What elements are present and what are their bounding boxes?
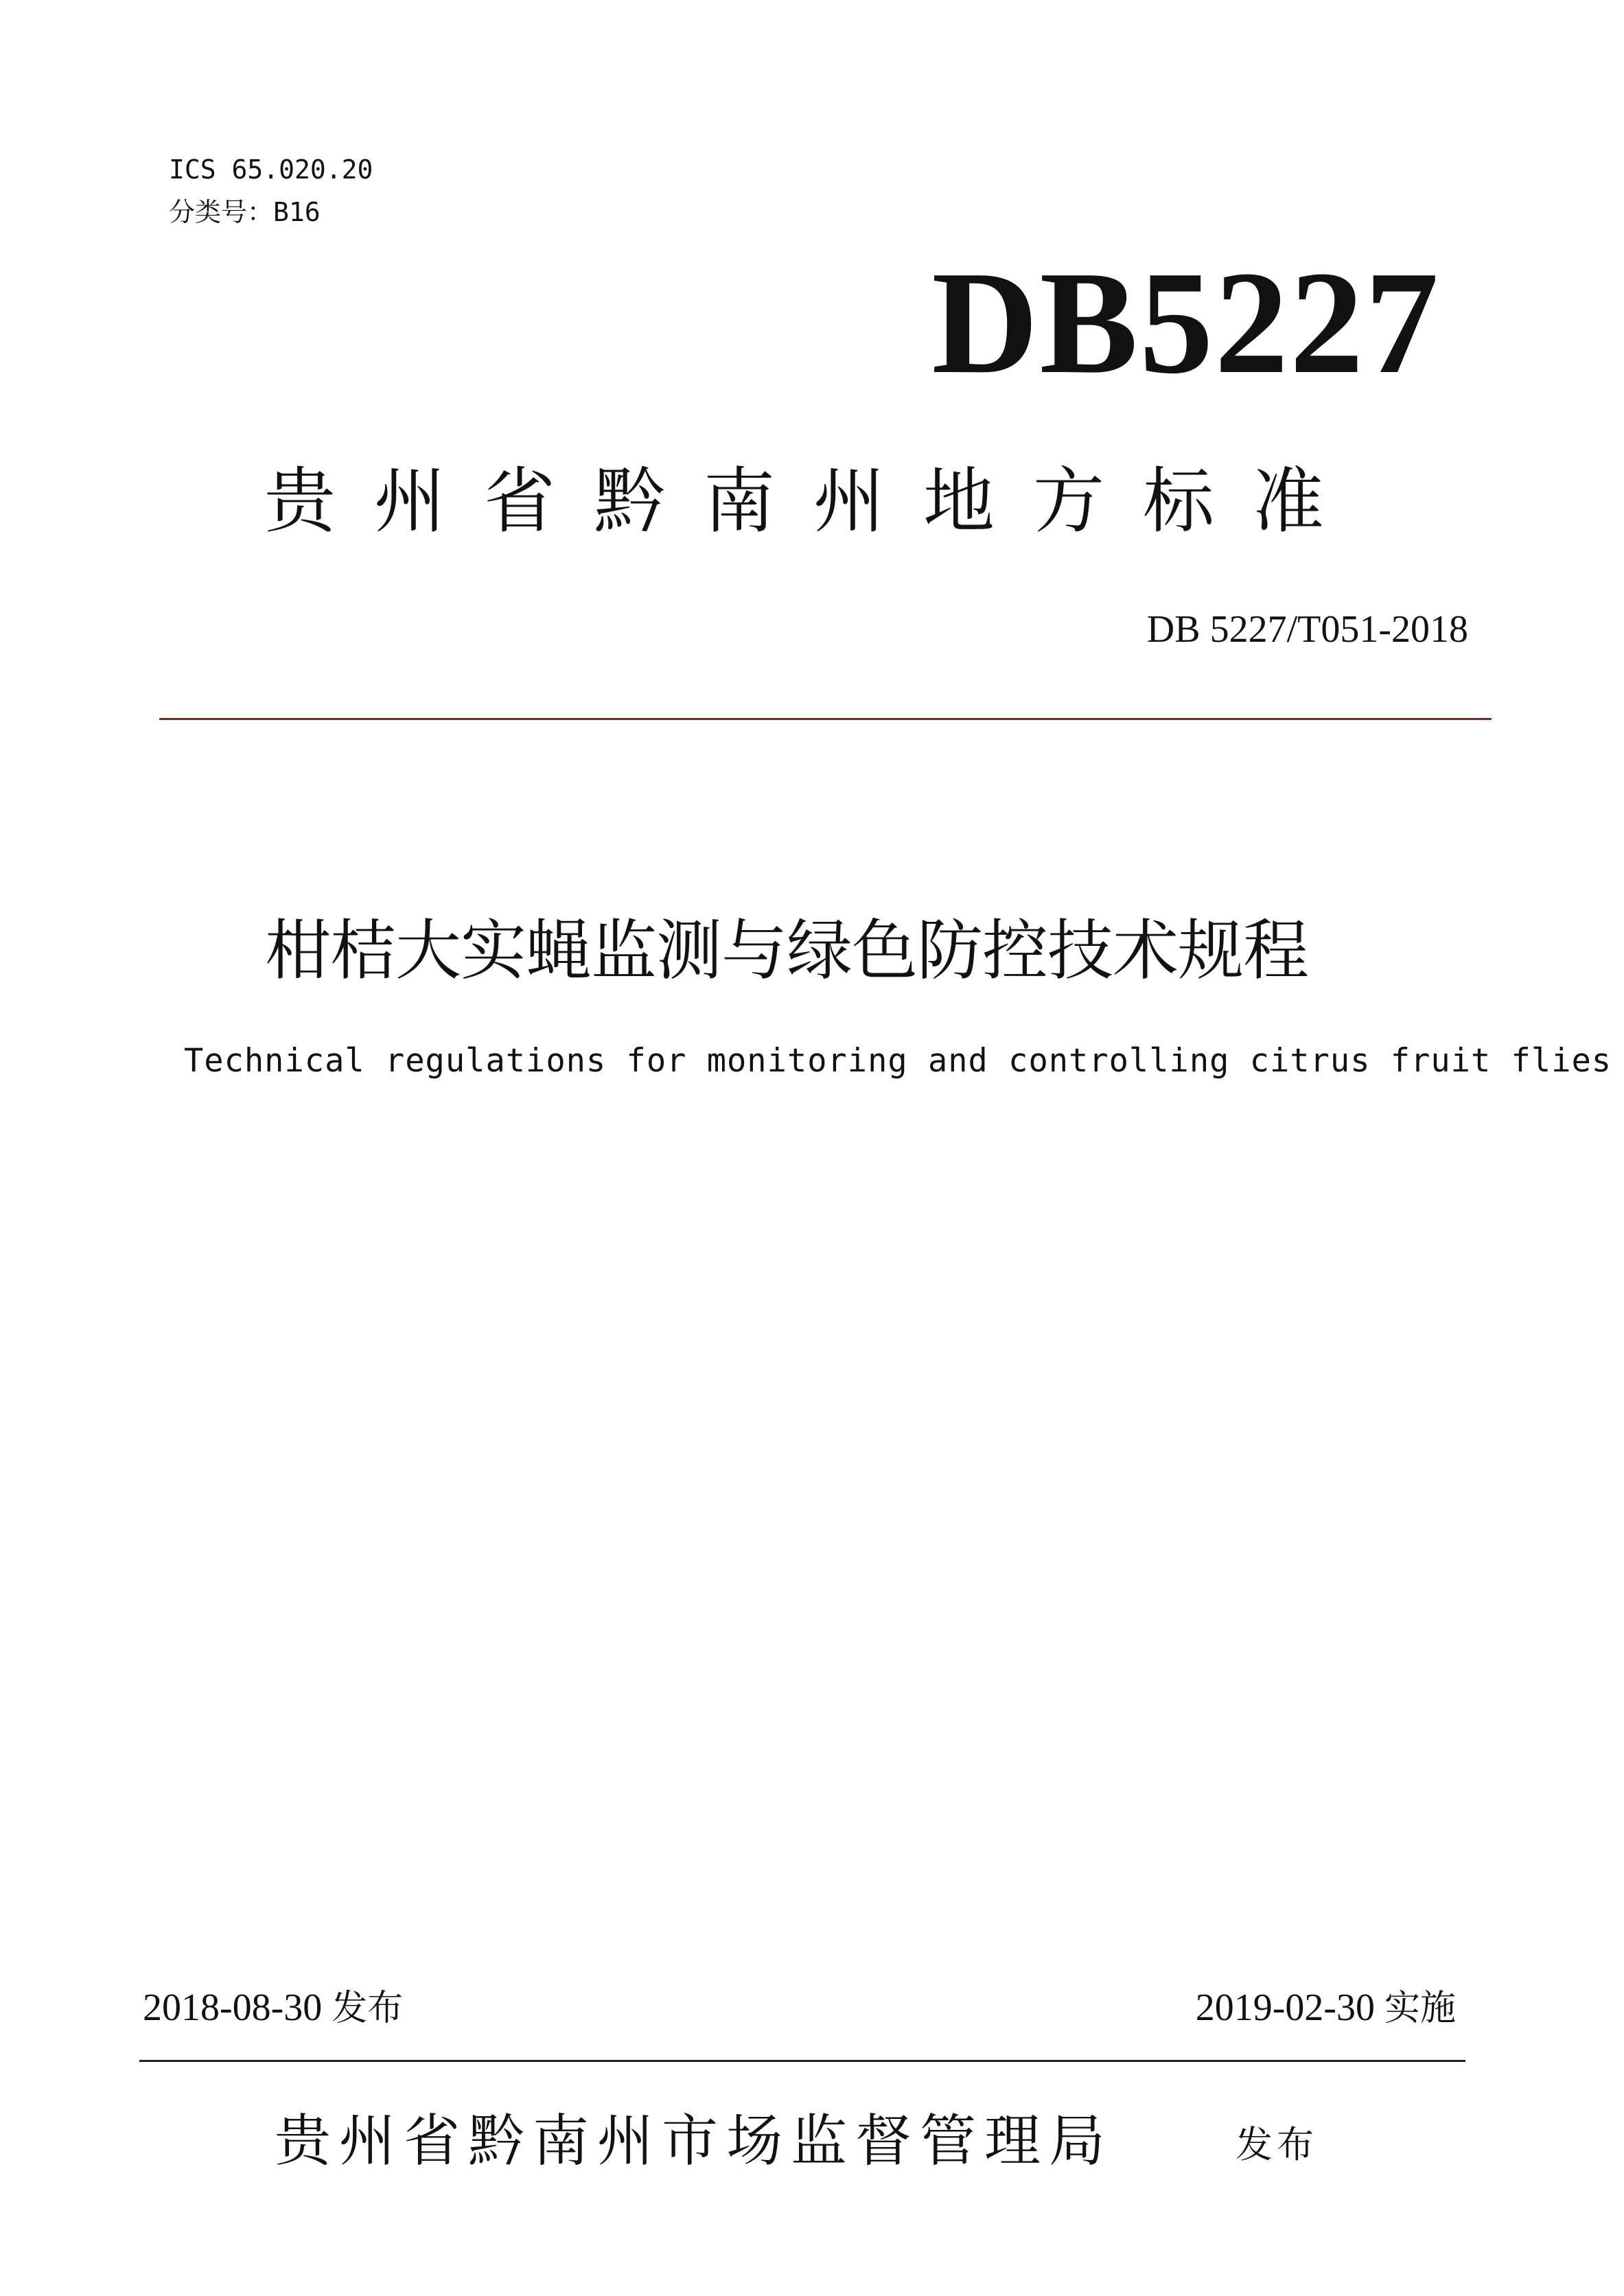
ics-code: ICS 65.020.20	[169, 154, 373, 185]
document-title: 柑桔大实蝇监测与绿色防控技术规程	[265, 912, 1308, 989]
standard-type-title: 贵州省黔南州地方标准	[264, 459, 1363, 543]
implement-label: 实施	[1384, 1988, 1456, 2029]
standard-number: DB 5227/T051-2018	[1146, 608, 1468, 651]
issuing-authority: 贵州省黔南州市场监督管理局	[275, 2109, 1114, 2174]
publish-date	[143, 1984, 403, 2032]
implement-date-value: 2019-02-30	[1195, 1986, 1375, 2029]
classification-label: 分类号：	[169, 197, 274, 227]
classification-number	[169, 195, 321, 229]
bottom-divider	[139, 2060, 1465, 2062]
top-divider	[159, 718, 1492, 720]
document-subtitle-english: Technical regulations for monitoring and controlling citrus fruit flies	[184, 1042, 1612, 1080]
publish-date-value: 2018-08-30	[143, 1986, 323, 2029]
publish-label: 发布	[332, 1988, 404, 2029]
db-logo: DB5227	[931, 240, 1440, 404]
issuing-label: 发布	[1236, 2123, 1318, 2166]
implement-date	[1196, 1984, 1456, 2032]
classification-code: B16	[273, 197, 321, 227]
